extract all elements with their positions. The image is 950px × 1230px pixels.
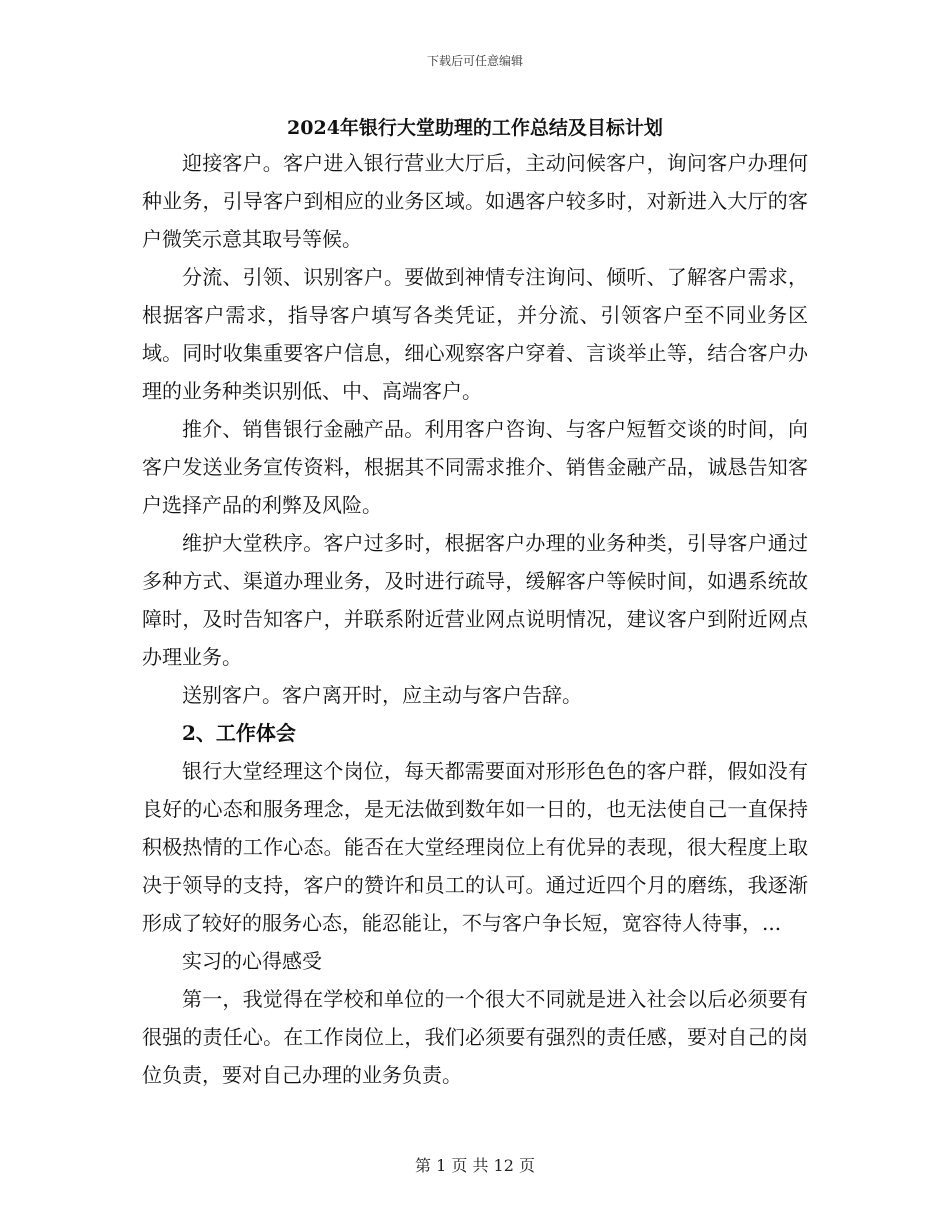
document-title: 2024年银行大堂助理的工作总结及目标计划 [287,117,663,139]
subheading-internship-feelings: 实习的心得感受 [182,949,322,973]
section-heading-work-experience: 2、工作体会 [182,721,296,745]
paragraph-work-experience: 银行大堂经理这个岗位，每天都需要面对形形色色的客户群，假如没有良好的心态和服务理念，是无法做到数年如一日的，也无法使自己一直保持积极热情的工作心态。能否在大堂经理岗位上有优异的表现，很大程度上取决于领导的支持，客户的赞许和员工的认可。通过近四个月的磨练，我逐渐形成了较好的服务心态，能忍能让，不与客户争长短，宽容待人待事，... [142,759,808,935]
paragraph-maintain-order: 维护大堂秩序。客户过多时，根据客户办理的业务种类，引导客户通过多种方式、渠道办理业务，及时进行疏导，缓解客户等候时间，如遇系统故障时，及时告知客户，并联系附近营业网点说明情况，建议客户到附近网点办理业务。 [142,531,808,669]
paragraph-sell-products: 推介、销售银行金融产品。利用客户咨询、与客户短暂交谈的时间，向客户发送业务宣传资料，根据其不同需求推介、销售金融产品，诚恳告知客户选择产品的利弊及风险。 [142,417,808,517]
document-body [142,144,808,1094]
paragraph-greet-customers: 迎接客户。客户进入银行营业大厅后，主动问候客户，询问客户办理何种业务，引导客户到相应的业务区域。如遇客户较多时，对新进入大厅的客户微笑示意其取号等候。 [142,151,808,251]
header-note: 下载后可任意编辑 [426,54,523,68]
paragraph-responsibility: 第一，我觉得在学校和单位的一个很大不同就是进入社会以后必须要有很强的责任心。在工作岗位上，我们必须要有强烈的责任感，要对自己的岗位负责，要对自己办理的业务负责。 [142,987,808,1087]
paragraph-farewell: 送别客户。客户离开时，应主动与客户告辞。 [182,683,582,707]
paragraph-guide-customers: 分流、引领、识别客户。要做到神情专注询问、倾听、了解客户需求，根据客户需求，指导客户填写各类凭证，并分流、引领客户至不同业务区域。同时收集重要客户信息，细心观察客户穿着、言谈举止等，结合客户办理的业务种类识别低、中、高端客户。 [142,265,808,403]
page-number: 第 1 页 共 12 页 [415,1156,535,1175]
